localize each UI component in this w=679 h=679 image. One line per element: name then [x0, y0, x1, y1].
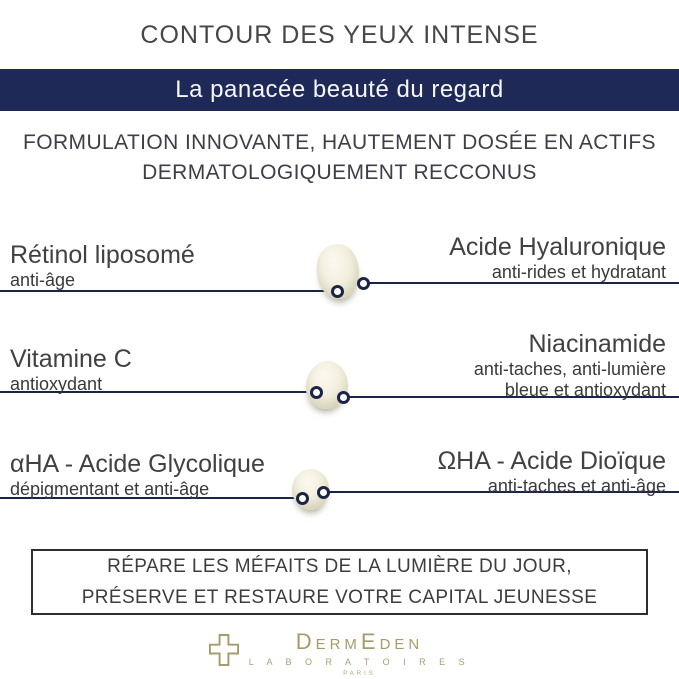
subtitle-line-2: DERMATOLOGIQUEMENT RECCONUS [142, 161, 537, 184]
ingredient-right [437, 447, 666, 497]
ingredient-name: Vitamine C [10, 345, 132, 373]
subtitle-line-1: FORMULATION INNOVANTE, HAUTEMENT DOSÉE EN ACTIFS [23, 131, 656, 154]
ingredient-name: Rétinol liposomé [10, 241, 195, 269]
cross-icon [209, 632, 239, 673]
ingredient-name: ΩHA - Acide Dioïque [437, 447, 666, 475]
connector-dot-left [296, 492, 309, 505]
brand-name: DermEden [295, 629, 424, 654]
ingredient-name: Acide Hyaluronique [449, 233, 666, 261]
ingredient-benefit: anti-taches et anti-âge [487, 476, 666, 496]
ingredient-right [449, 233, 666, 283]
ingredient-benefit: anti-rides et hydratant [491, 262, 666, 282]
ingredient-name: αHA - Acide Glycolique [10, 450, 265, 478]
claim-box [31, 549, 648, 615]
claim-line-2: PRÉSERVE ET RESTAURE VOTRE CAPITAL JEUNESSE [81, 586, 598, 608]
connector-dot-right [317, 486, 330, 499]
connector-dot-right [337, 391, 350, 404]
ingredient-benefit: anti-taches, anti-lumière [473, 359, 666, 379]
ingredient-benefit: dépigmentant et anti-âge [10, 479, 210, 499]
brand-logo [0, 629, 679, 677]
ingredient-left [10, 345, 132, 395]
connector-dot-right [357, 277, 370, 290]
product-title: CONTOUR DES YEUX INTENSE [140, 21, 539, 49]
brand-subline: L A B O R A T O I R E S [248, 657, 471, 667]
brand-city: PARIS [343, 671, 376, 677]
tagline-text: La panacée beauté du regard [175, 76, 504, 103]
connector-dot-left [331, 285, 344, 298]
claim-line-1: RÉPARE LES MÉFAITS DE LA LUMIÈRE DU JOUR, [107, 555, 572, 577]
ingredient-left [10, 241, 195, 291]
logo-text [249, 631, 470, 677]
ingredient-left [10, 450, 265, 500]
ingredient-name: Niacinamide [528, 330, 666, 358]
tagline-banner [0, 69, 679, 111]
ingredient-right [474, 330, 666, 401]
ingredient-benefit: antioxydant [10, 374, 103, 394]
ingredient-benefit-line2: bleue et antioxydant [504, 380, 666, 400]
connector-dot-left [310, 386, 323, 399]
ingredient-benefit: anti-âge [10, 270, 76, 290]
